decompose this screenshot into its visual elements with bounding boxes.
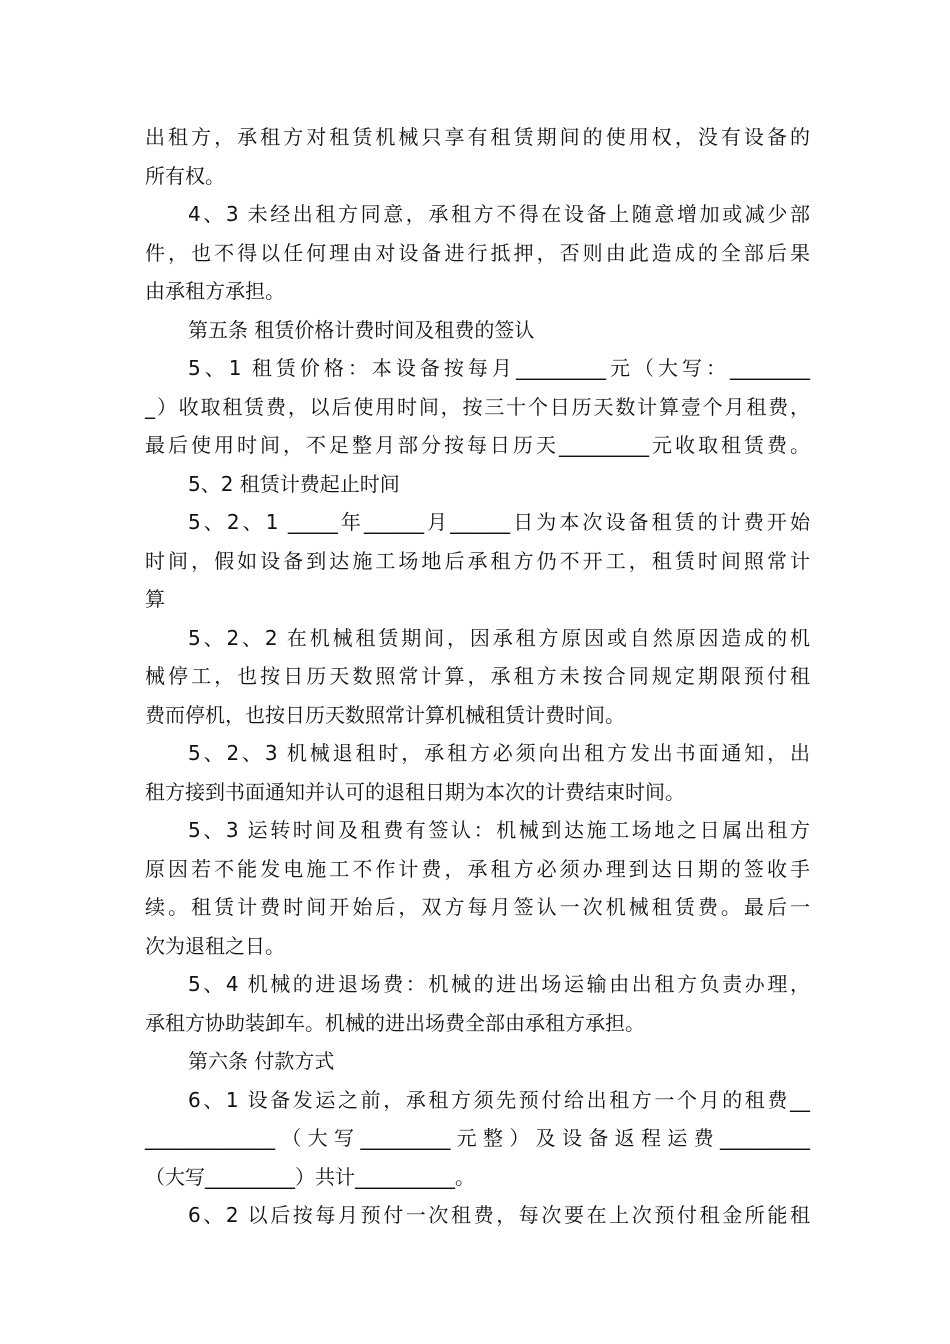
text-line: 6、1 设备发运之前，承租方须先预付给出租方一个月的租费__: [188, 1087, 810, 1112]
text-line: 出租方，承租方对租赁机械只享有租赁期间的使用权，没有设备的: [145, 125, 810, 149]
text-line: （大写_________）共计__________。: [145, 1164, 475, 1189]
text-line: 算: [145, 587, 165, 611]
text-line: 5、4 机械的进退场费：机械的进出场运输由出租方负责办理，: [188, 972, 810, 996]
text-line: 5、3 运转时间及租费有签认：机械到达施工场地之日属出租方: [188, 818, 810, 842]
text-line: 6、2 以后按每月预付一次租费，每次要在上次预付租金所能租: [188, 1203, 810, 1227]
text-line: _）收取租赁费，以后使用时间，按三十个日历天数计算壹个月租费，: [145, 394, 810, 419]
text-line: 租方接到书面通知并认可的退租日期为本次的计费结束时间。: [145, 779, 685, 804]
section-heading: 第六条 付款方式: [188, 1049, 335, 1073]
text-line: 最后使用时间，不足整月部分按每日历天_________元收取租赁费。: [145, 433, 810, 457]
text-line: 费而停机，也按日历天数照常计算机械租赁计费时间。: [145, 702, 625, 727]
section-heading: 第五条 租赁价格计费时间及租费的签认: [188, 317, 535, 342]
text-line: 5、2、2 在机械租赁期间，因承租方原因或自然原因造成的机: [188, 625, 810, 650]
text-line: 时间，假如设备到达施工场地后承租方仍不开工，租赁时间照常计: [145, 548, 810, 573]
text-line: 件，也不得以任何理由对设备进行抵押，否则由此造成的全部后果: [145, 240, 810, 265]
text-line: 5、2、1 _____年______月______日为本次设备租赁的计费开始: [188, 510, 810, 534]
text-line: 由承租方承担。: [145, 279, 285, 303]
text-line: 续。租赁计费时间开始后，双方每月签认一次机械租赁费。最后一: [145, 895, 810, 919]
text-line: 所有权。: [145, 163, 225, 188]
text-line: 5、1 租赁价格：本设备按每月_________元（大写：________: [188, 356, 810, 380]
text-line: 原因若不能发电施工不作计费，承租方必须办理到达日期的签收手: [145, 856, 810, 881]
document-body: [145, 118, 810, 1235]
text-line: 4、3 未经出租方同意，承租方不得在设备上随意增加或减少部: [188, 202, 810, 226]
text-line: _____________（大写_________元整）及设备返程运费_________: [145, 1126, 810, 1150]
text-line: 械停工，也按日历天数照常计算，承租方未按合同规定期限预付租: [145, 664, 810, 688]
text-line: 次为退租之日。: [145, 933, 285, 958]
text-line: 承租方协助装卸车。机械的进出场费全部由承租方承担。: [145, 1010, 645, 1035]
text-line: 5、2 租赁计费起止时间: [188, 471, 400, 496]
text-line: 5、2、3 机械退租时，承租方必须向出租方发出书面通知，出: [188, 741, 810, 765]
